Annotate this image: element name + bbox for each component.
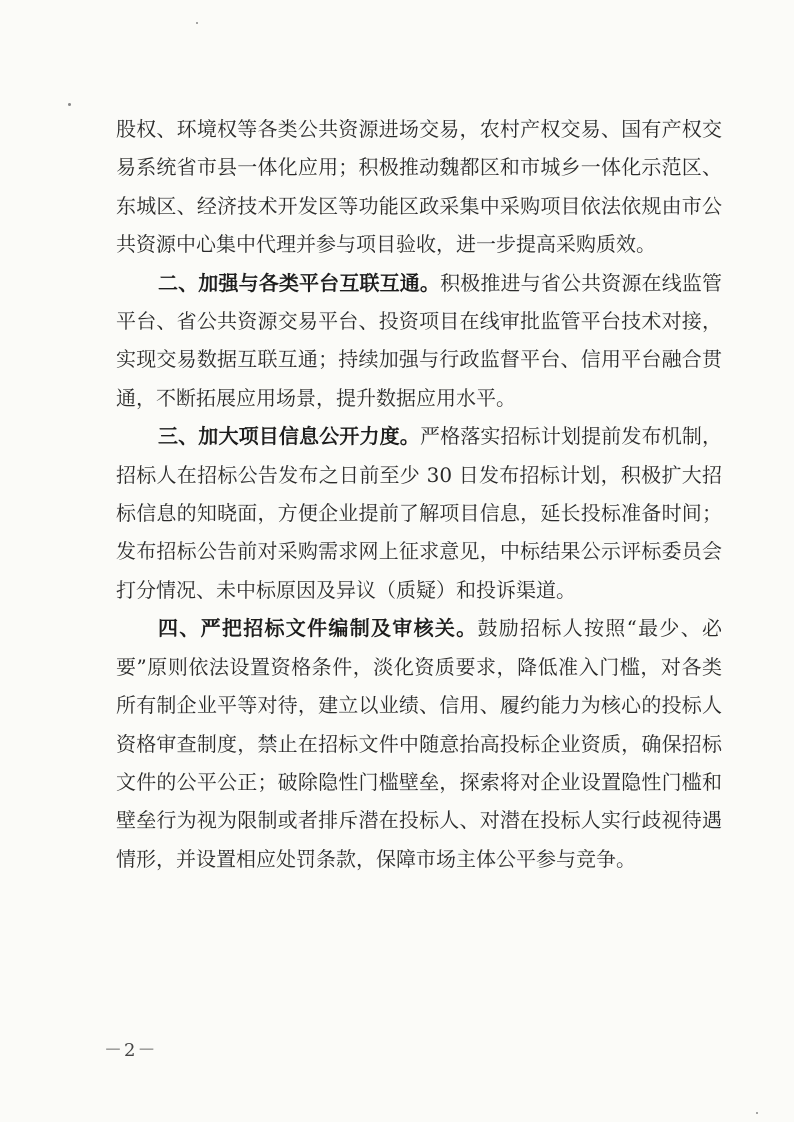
paragraph-body: 严格落实招标计划提前发布机制，招标人在招标公告发布之日前至少 30 日发布招标计划，积极扩大招标信息的知晓面，方便企业提前了解项目信息，延长投标准备时间；发布招标公告前对采购需求网上征求意见，中标结果公示评标委员会打分情况、未中标原因及异议（质疑）和投诉渠道。 [116, 424, 723, 602]
section-heading-3: 三、加大项目信息公开力度。 [158, 424, 420, 449]
paragraph-continued [116, 110, 722, 264]
page-number: －2－ [104, 1040, 158, 1061]
paragraph-section-3 [116, 417, 722, 609]
paragraph-body: 积极推进与省公共资源在线监管平台、省公共资源交易平台、投资项目在线审批监管平台技术对接，实现交易数据互联互通；持续加强与行政监督平台、信用平台融合贯通，不断拓展应用场景，提升数据应用水平。 [116, 270, 723, 410]
section-heading-2: 二、加强与各类平台互联互通。 [158, 270, 441, 295]
paragraph-body: 股权、环境权等各类公共资源进场交易，农村产权交易、国有产权交易系统省市县一体化应用；积极推动魏都区和市城乡一体化示范区、东城区、经济技术开发区等功能区政采集中采购项目依法依规由市公共资源中心集中代理并参与项目验收，进一步提高采购质效。 [116, 117, 722, 257]
paragraph-section-4 [116, 609, 722, 878]
scan-speck [68, 103, 71, 106]
paragraph-body: 鼓励招标人按照“最少、必要”原则依法设置资格条件，淡化资质要求，降低准入门槛，对各类所有制企业平等对待，建立以业绩、信用、履约能力为核心的投标人资格审查制度，禁止在招标文件中随意抬高投标企业资质，确保招标文件的公平公正；破除隐性门槛壁垒，探索将对企业设置隐性门槛和壁垒行为视为限制或者排斥潜在投标人、对潜在投标人实行歧视待遇情形，并设置相应处罚条款，保障市场主体公平参与竞争。 [116, 616, 722, 871]
scan-speck [756, 1112, 758, 1114]
scan-speck [196, 22, 198, 24]
section-heading-4: 四、严把招标文件编制及审核关。 [158, 616, 478, 641]
paragraph-section-2 [116, 264, 722, 418]
body-text [116, 110, 722, 878]
